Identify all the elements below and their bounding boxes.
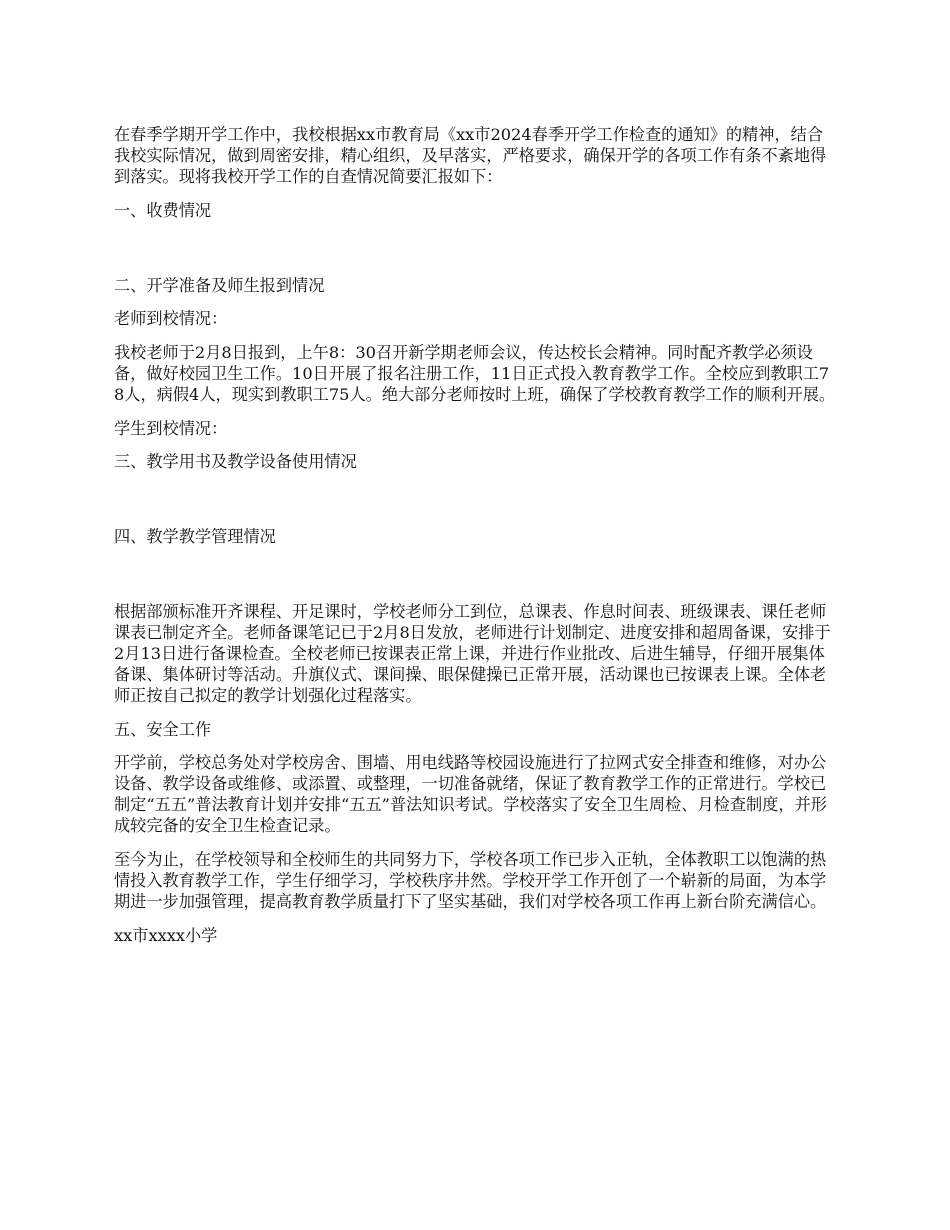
section-4-paragraph: 根据部颁标准开齐课程、开足课时，学校老师分工到位，总课表、作息时间表、班级课表、课任老师课表已制定齐全。老师备课笔记已于2月8日发放，老师进行计划制定、进度安排和超周备课，安排于2月13日进行备课检查。全校老师已按课表正常上课，并进行作业批改、后进生辅导，仔细开展集体备课、集体研讨等活动。升旗仪式、课间操、眼保健操已正常开展，活动课也已按课表上课。全体老师正按自己拟定的教学计划强化过程落实。 <box>114 602 831 705</box>
section-5-paragraph: 开学前，学校总务处对学校房舍、围墙、用电线路等校园设施进行了拉网式安全排查和维修，对办公设备、教学设备或维修、或添置、或整理，一切准备就绪，保证了教育教学工作的正常进行。学校已制定“五五”普法教育计划并安排“五五”普法知识考试。学校落实了安全卫生周检、月检查制度，并形成较完备的安全卫生检查记录。 <box>114 753 827 835</box>
student-arrival-heading: 学生到校情况： <box>114 419 228 438</box>
document-page <box>114 124 839 946</box>
conclusion-paragraph: 至今为止，在学校领导和全校师生的共同努力下，学校各项工作已步入正轨，全体教职工以饱满的热情投入教育教学工作，学生仔细学习，学校秩序井然。学校开学工作开创了一个崭新的局面，为本学期进一步加强管理，提高教育教学质量打下了坚实基础，我们对学校各项工作再上新台阶充满信心。 <box>114 850 827 911</box>
signature: xx市xxxx小学 <box>114 926 218 945</box>
section-3-title: 三、教学用书及教学设备使用情况 <box>114 452 357 471</box>
section-2-title: 二、开学准备及师生报到情况 <box>114 276 325 295</box>
teacher-arrival-heading: 老师到校情况： <box>114 309 228 328</box>
section-5-title: 五、安全工作 <box>114 720 212 739</box>
intro-paragraph: 在春季学期开学工作中，我校根据xx市教育局《xx市2024春季开学工作检查的通知》的精神，结合我校实际情况，做到周密安排，精心组织，及早落实，严格要求，确保开学的各项工作有条不紊地得到落实。现将我校开学工作的自查情况简要汇报如下： <box>114 125 827 186</box>
section-1-title: 一、收费情况 <box>114 201 212 220</box>
teacher-arrival-paragraph: 我校老师于2月8日报到，上午8：30召开新学期老师会议，传达校长会精神。同时配齐教学必须设备，做好校园卫生工作。10日开展了报名注册工作，11日正式投入教育教学工作。全校应到教职工78人，病假4人，现实到教职工75人。绝大部分老师按时上班，确保了学校教育教学工作的顺利开展。 <box>114 343 836 404</box>
section-4-title: 四、教学教学管理情况 <box>114 527 276 546</box>
